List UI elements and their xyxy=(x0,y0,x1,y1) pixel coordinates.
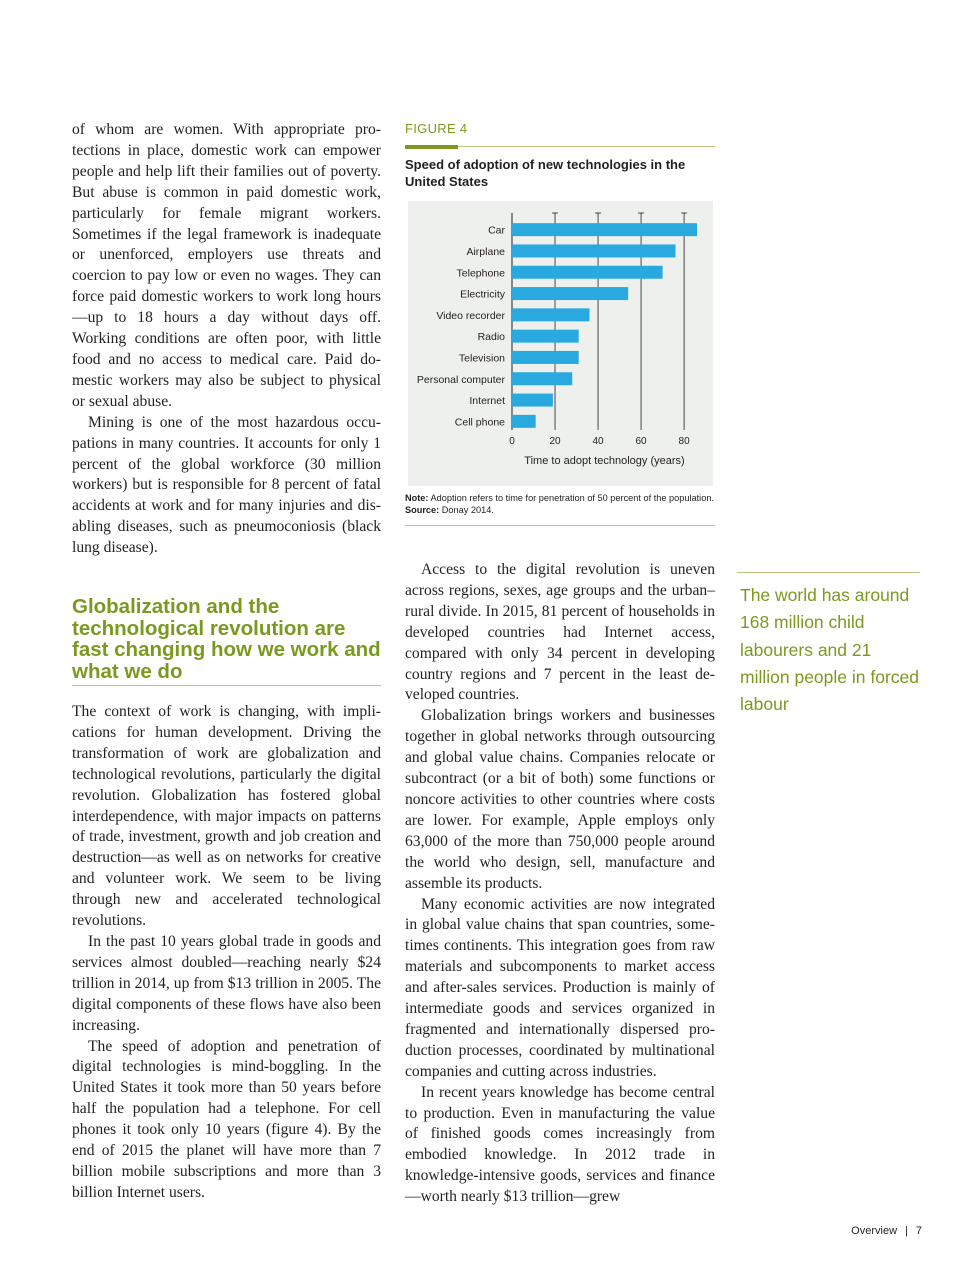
category-label: Electricity xyxy=(460,288,505,301)
figure-accent-rule xyxy=(405,145,458,149)
x-axis-title: Time to adopt technology (years) xyxy=(524,455,685,467)
bar xyxy=(512,244,675,257)
bar xyxy=(512,415,536,428)
category-label: Personal computer xyxy=(416,373,505,386)
note-label: Note: xyxy=(405,493,429,503)
footer-section: Overview xyxy=(851,1225,898,1237)
body-paragraph: of whom are women. With appropriate protections in place, domestic work can empower people and help lift their families out of poverty. But abuse is common in paid domestic work, particularly for female migrant workers. Sometimes if the legal framework is inadequate or unenforced, employers use threats and coercion to pay low or even no wages. They can force paid domestic workers to work long hours—up to 18 hours a day without days off. Working conditions are often poor, with little food and no access to medical care. Paid domestic workers may also be subject to physical or sexual abuse. xyxy=(72,121,381,410)
figure-title: Speed of adoption of new technologies in the United States xyxy=(405,157,686,189)
category-label: Airplane xyxy=(466,245,505,258)
body-paragraph: Mining is one of the most hazardous occupations in many countries. It accounts for only 1 percent of the global workforce (30 million workers) but is responsible for 8 percent of fatal accidents at work and for many injuries and disabling diseases, such as pneumoconiosis (black lung disease). xyxy=(72,413,381,557)
body-paragraph: In recent years knowledge has become central to production. Even in manufacturing the value of finished goods comes increasingly from embodied knowledge. In 2012 trade in knowledge-intensive goods, services and finance—worth nearly $13 trillion—grew xyxy=(405,1083,715,1206)
left-column-top xyxy=(72,120,381,559)
body-paragraph: Access to the digital revolution is uneven across regions, sexes, age groups and the urban–rural divide. In 2015, 81 percent of households in developed countries had Internet access, compared with only 34 percent in developing country regions and 7 percent in the least developed countries. xyxy=(405,561,715,704)
body-paragraph: Many economic activities are now integrated in global value chains that span countries, sometimes continents. This integration goes from raw materials and subcomponents to market access and after-sales services. Production is mainly of intermediate goods and services organized in fragmented and internationally dispersed production processes, coordinated by multinational companies and cutting across industries. xyxy=(405,895,715,1080)
category-label: Telephone xyxy=(456,267,505,280)
body-paragraph: In the past 10 years global trade in goods and services almost doubled—reaching nearly $24 trillion in 2014, up from $13 trillion in 2005. The digital components of these flows have also been increasing. xyxy=(72,932,381,1034)
category-label: Cell phone xyxy=(454,416,505,429)
source-text: Donay 2014. xyxy=(441,505,494,515)
middle-column xyxy=(405,560,715,1208)
figure-note xyxy=(405,492,715,504)
source-label: Source: xyxy=(405,505,440,515)
note-text: Adoption refers to time for penetration of 50 percent of the population. xyxy=(430,493,714,503)
bar xyxy=(512,330,579,343)
tick-label: 80 xyxy=(678,436,690,447)
tick-label: 40 xyxy=(592,436,604,447)
pull-quote-rule xyxy=(737,572,920,573)
bar xyxy=(512,372,572,385)
pull-quote: The world has around 168 million child labourers and 21 million people in forced labour xyxy=(740,585,919,715)
body-paragraph: The speed of adoption and penetration of digital technologies is mind-boggling. In the United States it took more than 50 years before half the population had a telephone. For cell phones it took only 10 years (figure 4). By the end of 2015 the planet will have more than 7 billion mobile subscriptions and more than 3 billion Internet users. xyxy=(72,1037,381,1201)
bar xyxy=(512,266,663,279)
bar xyxy=(512,351,579,364)
left-column-bottom xyxy=(72,702,381,1204)
footer-separator: | xyxy=(905,1225,908,1237)
bar xyxy=(512,287,628,300)
bar xyxy=(512,223,697,236)
bar-chart xyxy=(408,201,713,486)
page-footer xyxy=(851,1225,922,1237)
page-number: 7 xyxy=(915,1225,922,1237)
figure-label: FIGURE 4 xyxy=(405,121,468,136)
section-divider xyxy=(72,685,381,686)
category-label: Car xyxy=(488,224,505,237)
bar xyxy=(512,394,553,407)
tick-label: 20 xyxy=(549,436,561,447)
figure-source xyxy=(405,504,715,516)
figure-rule xyxy=(458,146,715,147)
body-paragraph: Globalization brings workers and businesses together in global networks through outsourcing and global value chains. Companies relocate or subcontract (or a bit of both) some functions or noncore activities to other countries where costs are lower. For example, Apple employs only 63,000 of the more than 750,000 people around the world who design, sell, manufacture and assemble its products. xyxy=(405,707,715,892)
chart-area xyxy=(408,201,713,486)
figure-notes xyxy=(405,492,715,516)
category-label: Video recorder xyxy=(436,309,505,322)
category-label: Radio xyxy=(477,331,505,344)
section-heading: Globalization and the technological revolution are fast changing how we work and what we do xyxy=(72,595,381,683)
figure-bottom-rule xyxy=(405,525,715,526)
category-label: Television xyxy=(458,352,505,365)
tick-label: 60 xyxy=(635,436,647,447)
tick-label: 0 xyxy=(509,436,515,447)
body-paragraph: The context of work is changing, with implications for human development. Driving the transformation of work are globalization and technological revolutions, particularly the digital revolution. Globalization has fostered global interdependence, with major impacts on patterns of trade, investment, growth and job creation and destruction—as well as on networks for creative and volunteer work. We seem to be living through new and accelerated technological revolutions. xyxy=(72,703,381,930)
bar xyxy=(512,308,589,321)
category-label: Internet xyxy=(469,395,505,408)
